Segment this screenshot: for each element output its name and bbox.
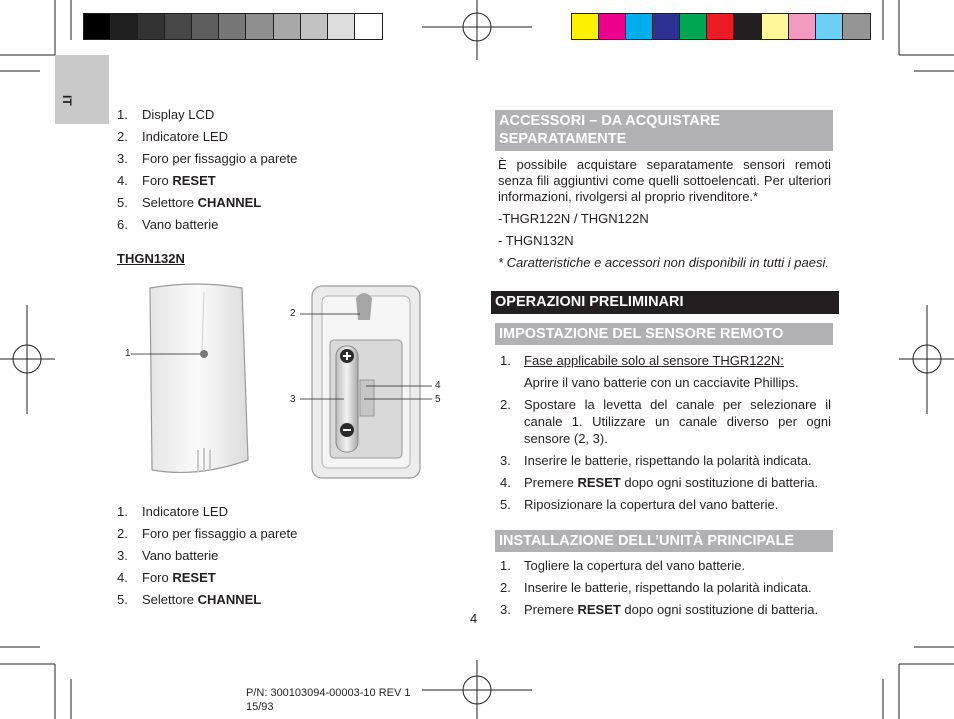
list-item: 4. Premere RESET dopo ogni sostituzione di batteria. — [500, 475, 819, 490]
list-item: 5. Riposizionare la copertura del vano batterie. — [500, 497, 779, 512]
callout-3: 3 — [290, 394, 296, 405]
footer-part-number: P/N: 300103094-00003-10 REV 1 — [246, 687, 411, 699]
language-tab-label: IT — [60, 95, 74, 106]
callout-5: 5 — [435, 394, 441, 405]
footer — [246, 686, 411, 714]
color-calibration-strip — [571, 13, 871, 40]
color-swatch — [707, 14, 734, 39]
color-swatch — [816, 14, 843, 39]
color-swatch — [653, 14, 680, 39]
color-swatch — [301, 14, 328, 39]
color-swatch — [111, 14, 138, 39]
list-item: 1. Fase applicabile solo al sensore THGR122N: Aprire il vano batterie con un cacciavite Phillips. — [500, 353, 799, 390]
model-heading: THGN132N — [117, 251, 185, 266]
installazione-heading: INSTALLAZIONE DELL’UNITÀ PRINCIPALE — [495, 530, 833, 552]
page-number: 4 — [470, 611, 478, 626]
color-swatch — [843, 14, 870, 39]
callout-2: 2 — [290, 308, 296, 319]
color-swatch — [165, 14, 192, 39]
list-item: 3. Premere RESET dopo ogni sostituzione di batteria. — [500, 602, 819, 617]
accessori-note: * Caratteristiche e accessori non disponibili in tutti i paesi. — [498, 255, 829, 270]
sensor-front-view — [150, 284, 248, 472]
list-item: 2. Spostare la levetta del canale per selezionare il canale 1. Utilizzare un canale diverso per ogni sensore (2, 3). — [500, 397, 831, 446]
color-swatch — [246, 14, 273, 39]
color-swatch — [138, 14, 165, 39]
list-item: 2. Inserire le batterie, rispettando la polarità indicata. — [500, 580, 812, 595]
grayscale-calibration-strip — [83, 13, 383, 40]
color-swatch — [355, 14, 382, 39]
color-swatch — [789, 14, 816, 39]
color-swatch — [599, 14, 626, 39]
color-swatch — [328, 14, 355, 39]
list-item: 1. Togliere la copertura del vano batterie. — [500, 558, 746, 573]
callout-1: 1 — [125, 348, 131, 359]
accessori-body: È possibile acquistare separatamente sensori remoti senza fili aggiuntivi come quelli sottoelencati. Per ulteriori informazioni, rivolgersi al proprio rivenditore.* — [498, 157, 831, 204]
color-swatch — [734, 14, 761, 39]
impostazione-heading: IMPOSTAZIONE DEL SENSORE REMOTO — [495, 323, 833, 345]
list-item: 3. Inserire le batterie, rispettando la polarità indicata. — [500, 453, 812, 468]
callout-4: 4 — [435, 380, 441, 391]
color-swatch — [680, 14, 707, 39]
color-swatch — [274, 14, 301, 39]
color-swatch — [84, 14, 111, 39]
impostazione-steps — [498, 352, 831, 518]
color-swatch — [219, 14, 246, 39]
accessori-item: -THGR122N / THGN122N — [498, 211, 649, 226]
color-swatch — [762, 14, 789, 39]
accessori-item: - THGN132N — [498, 233, 574, 248]
accessori-heading: ACCESSORI – DA ACQUISTARE SEPARATAMENTE — [495, 110, 833, 151]
footer-page-ref: 15/93 — [246, 701, 274, 713]
color-swatch — [192, 14, 219, 39]
sensor-back-view — [312, 286, 420, 478]
language-tab — [55, 55, 109, 124]
color-swatch — [626, 14, 653, 39]
sensor-illustration — [118, 280, 458, 485]
operazioni-heading: OPERAZIONI PRELIMINARI — [491, 291, 839, 314]
color-swatch — [572, 14, 599, 39]
installazione-steps — [498, 557, 831, 623]
